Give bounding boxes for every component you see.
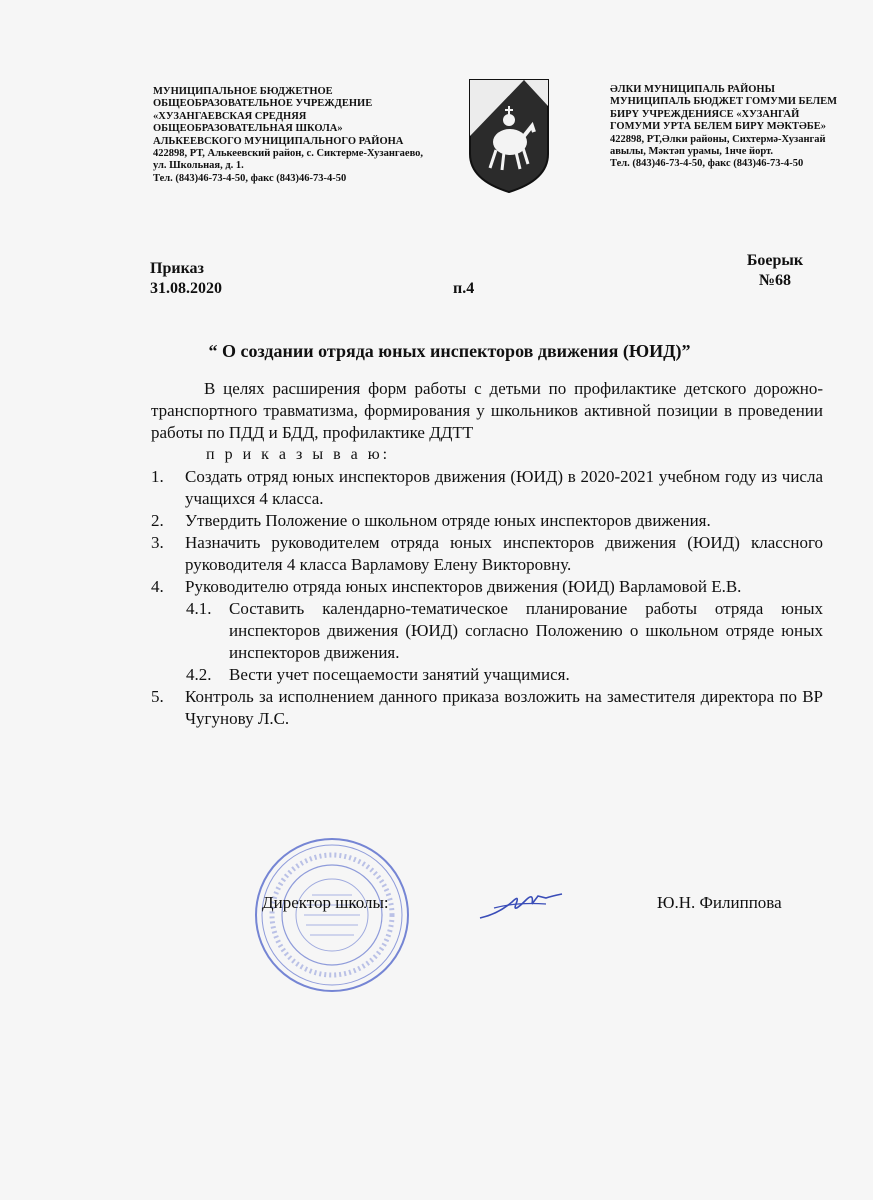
item-number: 4.2. bbox=[186, 665, 212, 684]
item-number: 2. bbox=[151, 511, 164, 530]
school-header-tatar bbox=[610, 84, 850, 171]
header-line: ОБЩЕОБРАЗОВАТЕЛЬНАЯ ШКОЛА» bbox=[153, 123, 343, 135]
item-text: Контроль за исполнением данного приказа возложить на заместителя директора по ВР Чугунову Л.С. bbox=[185, 687, 823, 728]
item-text: Утвердить Положение о школьном отряде юных инспекторов движения. bbox=[185, 511, 711, 530]
school-header-russian bbox=[153, 86, 473, 185]
order-label-date bbox=[150, 259, 222, 299]
order-subitem bbox=[186, 664, 823, 686]
order-date: 31.08.2020 bbox=[150, 280, 222, 297]
item-text: Составить календарно-тематическое планирование работы отряда юных инспекторов движения (ЮИД) согласно Положению о школьном отряде юных инспекторов движения. bbox=[229, 599, 823, 662]
header-line: «ХУЗАНГАЕВСКАЯ СРЕДНЯЯ bbox=[153, 110, 307, 122]
signature-position: Директор школы: bbox=[262, 893, 389, 912]
order-label-tatar: Боерык bbox=[746, 252, 804, 269]
item-number: 3. bbox=[151, 533, 164, 552]
handwritten-signature-icon bbox=[476, 884, 566, 924]
preamble: В целях расширения форм работы с детьми по профилактике детского дорожно-транспортного травматизма, формирования у школьников активной позиции в проведении работы по ПДД и БДД, профилактике ДДТТ bbox=[151, 379, 823, 442]
header-line: МУНИЦИПАЛЬ БЮДЖЕТ ГОМУМИ БЕЛЕМ bbox=[610, 96, 838, 108]
order-title: “ О создании отряда юных инспекторов движения (ЮИД)” bbox=[208, 341, 691, 361]
header-line: АЛЬКЕЕВСКОГО МУНИЦИПАЛЬНОГО РАЙОНА bbox=[153, 135, 404, 147]
header-line: Тел. (843)46-73-4-50, факс (843)46-73-4-50 bbox=[610, 158, 804, 170]
signatory-name: Ю.Н. Филиппова bbox=[657, 893, 782, 912]
order-label: Приказ bbox=[150, 260, 204, 277]
header-line: ГОМУМИ УРТА БЕЛЕМ БИРҮ МӘКТӘБЕ» bbox=[610, 121, 826, 133]
item-text: Руководителю отряда юных инспекторов движения (ЮИД) Варламовой Е.В. bbox=[185, 577, 742, 596]
item-number: 1. bbox=[151, 467, 164, 486]
header-line: Тел. (843)46-73-4-50, факс (843)46-73-4-50 bbox=[153, 172, 347, 184]
order-item bbox=[151, 576, 823, 598]
item-text: Создать отряд юных инспекторов движения (ЮИД) в 2020-2021 учебном году из числа учащихся 4 класса. bbox=[185, 467, 823, 508]
order-item bbox=[151, 510, 823, 532]
header-line: 422898, РТ, Алькеевский район, с. Сиктерме-Хузангаево, bbox=[153, 148, 424, 160]
item-text: Вести учет посещаемости занятий учащимися. bbox=[229, 665, 570, 684]
school-stamp-icon bbox=[252, 835, 412, 995]
header-line: ОБЩЕОБРАЗОВАТЕЛЬНОЕ УЧРЕЖДЕНИЕ bbox=[153, 98, 373, 110]
order-word: п р и к а з ы в а ю: bbox=[206, 446, 391, 463]
header-line: авылы, Мәктәп урамы, 1нче йорт. bbox=[610, 146, 774, 158]
district-emblem-icon bbox=[468, 76, 550, 194]
header-line: БИРҮ УЧРЕЖДЕНИЯСЕ «ХУЗАНГАЙ bbox=[610, 108, 800, 120]
header-line: ӘЛКИ МУНИЦИПАЛЬ РАЙОНЫ bbox=[610, 84, 775, 95]
order-place: п.4 bbox=[453, 280, 475, 297]
item-text: Назначить руководителем отряда юных инспекторов движения (ЮИД) классного руководителя 4 класса Варламову Елену Викторовну. bbox=[185, 533, 823, 574]
order-item bbox=[151, 466, 823, 510]
item-number: 4.1. bbox=[186, 599, 212, 618]
header-line: ул. Школьная, д. 1. bbox=[153, 160, 244, 172]
order-body bbox=[151, 378, 823, 730]
item-number: 5. bbox=[151, 687, 164, 706]
order-subitem bbox=[186, 598, 823, 664]
order-number: №68 bbox=[758, 272, 792, 289]
order-item bbox=[151, 532, 823, 576]
order-number-block bbox=[740, 251, 810, 291]
header-line: 422898, РТ,Әлки районы, Сихтермә-Хузангай bbox=[610, 133, 826, 145]
header-line: МУНИЦИПАЛЬНОЕ БЮДЖЕТНОЕ bbox=[153, 86, 333, 97]
order-item bbox=[151, 686, 823, 730]
item-number: 4. bbox=[151, 577, 164, 596]
